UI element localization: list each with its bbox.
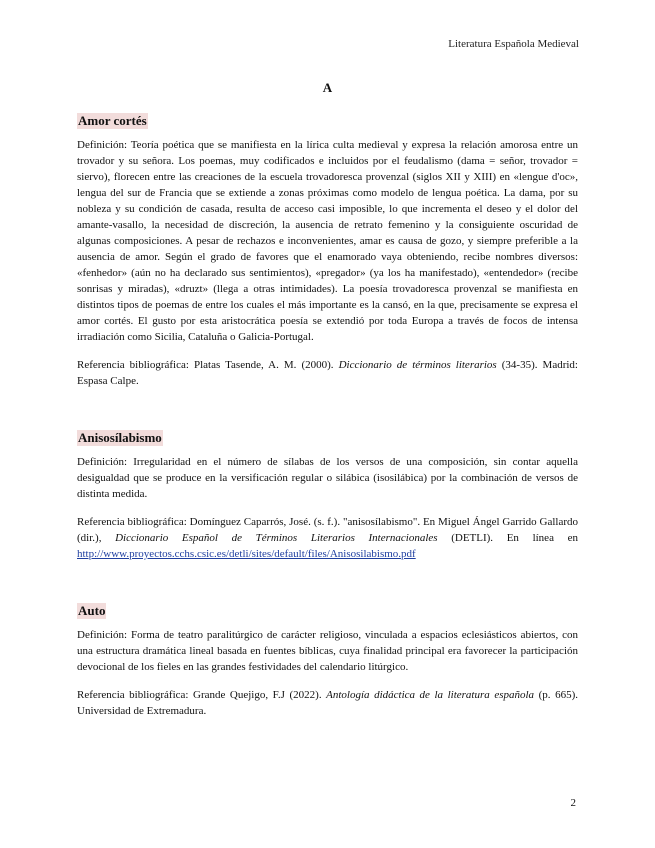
- reference-title: Diccionario de términos literarios: [338, 359, 497, 371]
- glossary-entry: [77, 112, 578, 389]
- reference-text: (p. 665). Universidad de Extremadura.: [77, 689, 578, 717]
- running-header: Literatura Española Medieval: [448, 38, 579, 50]
- entry-term: Anisosílabismo: [78, 430, 162, 445]
- reference-link[interactable]: http://www.proyectos.cchs.csic.es/detli/sites/default/files/Anisosilabismo.pdf: [77, 548, 416, 560]
- entry-term: Auto: [78, 603, 106, 618]
- reference-text: (34-35). Madrid: Espasa Calpe.: [77, 359, 578, 387]
- glossary-entry: [77, 429, 578, 562]
- entry-reference: [77, 687, 578, 719]
- entry-definition: Definición: Irregularidad en el número de sílabas de los versos de una composición, sin contar aquella desigualdad que se produce en la versificación regular o silábica (isosilábica) por la combinación de versos de distinta medida.: [77, 456, 578, 500]
- reference-text: (DETLI). En línea en: [437, 532, 578, 544]
- section-letter: A: [322, 80, 333, 95]
- reference-text: Referencia bibliográfica: Platas Tasende, A. M. (2000).: [77, 359, 339, 371]
- entry-reference: [77, 514, 578, 562]
- page-number: 2: [570, 797, 576, 809]
- entry-reference: [77, 357, 578, 389]
- reference-text: Referencia bibliográfica: Grande Quejigo, F.J (2022).: [77, 689, 327, 701]
- glossary-content: [77, 112, 578, 759]
- glossary-entry: [77, 602, 578, 719]
- entry-term: Amor cortés: [78, 113, 147, 128]
- entry-definition: Definición: Teoría poética que se manifiesta en la lírica culta medieval y expresa la relación amorosa entre un trovador y su señora. Los poemas, muy codificados e incluidos por el feudalismo (dama = señor, trovador = siervo), florecen entre las creaciones de la escuela trovadoresca provenzal (siglos XII y XIII) en «lengue d'oc», lengua del sur de Francia que se extiende a zonas próximas como modelo de lengua poética. La dama, por su nobleza y su condición de casada, resulta de acceso casi imposible, lo que incrementa el deseo y el dolor del amante-vasallo, la necesidad de discreción, la ausencia de retrato femenino y la consiguiente oscuridad de algunas composiciones. A pesar de rechazos e inconvenientes, amar es causa de gozo, y siempre preferible a la ausencia de amor. Según el grado de favores que el enamorado vaya obteniendo, recibe nombres diversos: «fenhedor» (aún no ha declarado sus sentimientos), «pregador» (ya los ha manifestado), «entendedor» (recibe sonrisas y miradas), «druzt» (llega a otras intimidades). La poesía trovadoresca provenzal se manifiesta en distintos tipos de poemas de entre los cuales el más importante es la cansó, en la que, precisamente se expresa el amor cortés. El gusto por esta aristocrática poesía se extendió por toda Europa a través de focos de intensa irradiación como Sicilia, Cataluña o Galicia-Portugal.: [77, 139, 578, 343]
- reference-title: Diccionario Español de Términos Literarios Internacionales: [115, 532, 438, 544]
- entry-definition: Definición: Forma de teatro paralitúrgico de carácter religioso, vinculada a espacios eclesiásticos abiertos, con una estructura dramática lineal basada en fuentes bíblicas, cuya finalidad principal era favorecer la participación devocional de los fieles en las grandes festividades del calendario litúrgico.: [77, 629, 578, 673]
- reference-title: Antología didáctica de la literatura española: [326, 689, 535, 701]
- reference-text: Referencia bibliográfica: Domínguez Caparrós, José. (s. f.). "anisosílabismo". En Miguel Ángel Garrido Gallardo (dir.),: [77, 516, 578, 544]
